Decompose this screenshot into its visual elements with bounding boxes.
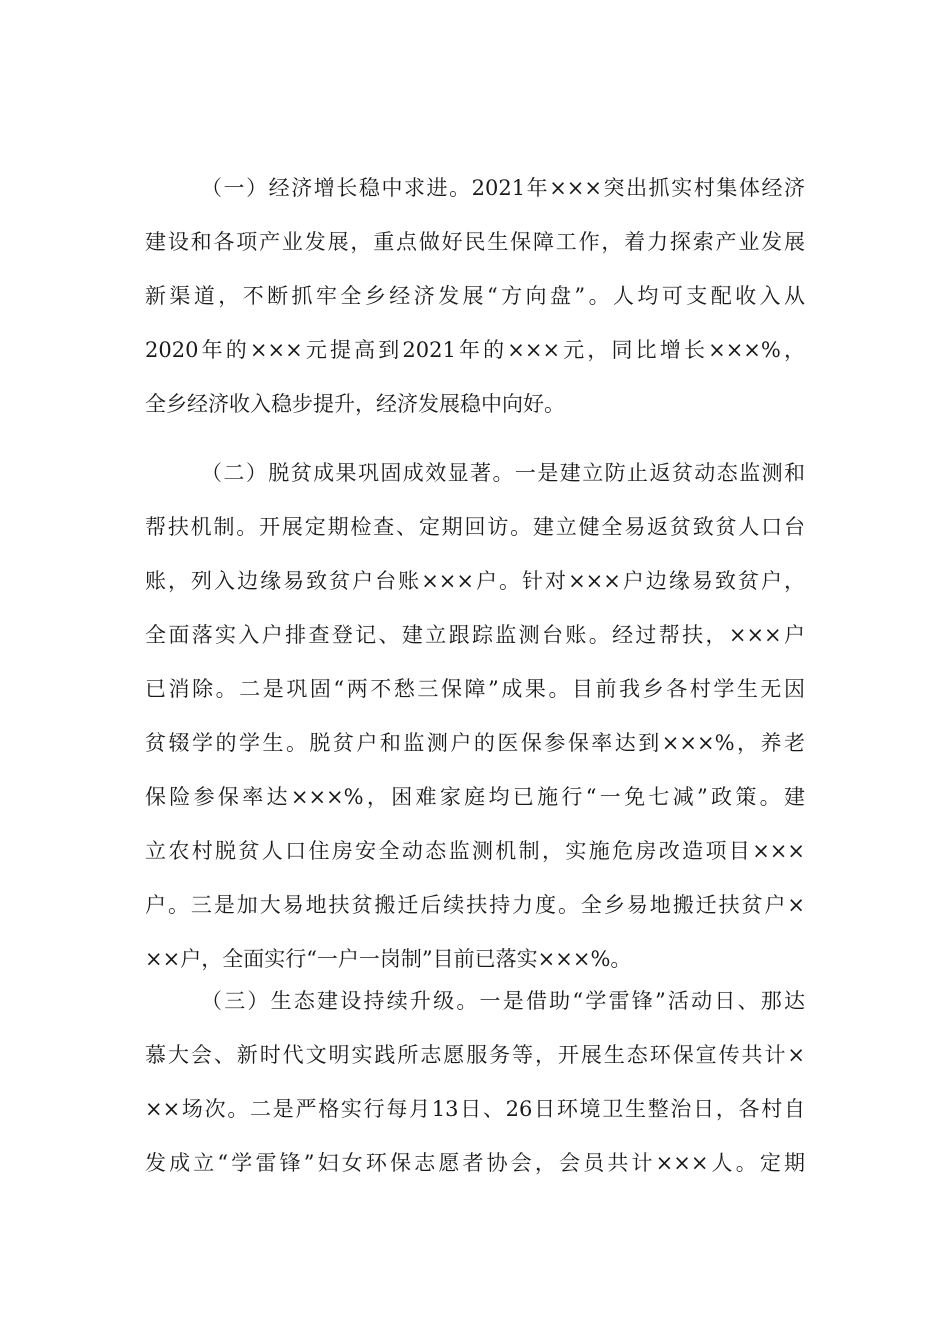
paragraph-line: 贫辍学的学生。脱贫户和监测户的医保参保率达到×××%，养老 (145, 731, 805, 755)
paragraph-line: 2020年的×××元提高到2021年的×××元，同比增长×××%， (145, 338, 805, 362)
paragraph-poverty-alleviation (145, 446, 805, 986)
paragraph-line: （一）经济增长稳中求进。2021年×××突出抓实村集体经济 (201, 176, 805, 200)
paragraph-line: 已消除。二是巩固“两不愁三保障”成果。目前我乡各村学生无因 (145, 677, 805, 701)
paragraph-line: 全乡经济收入稳步提升，经济发展稳中向好。 (145, 392, 565, 416)
paragraph-line: （二）脱贫成果巩固成效显著。一是建立防止返贫动态监测和 (201, 461, 805, 485)
paragraph-line: 保险参保率达×××%，困难家庭均已施行“一免七减”政策。建 (145, 785, 805, 809)
paragraph-economic-growth (145, 161, 805, 431)
paragraph-line: 全面落实入户排查登记、建立跟踪监测台账。经过帮扶，×××户 (145, 623, 805, 647)
paragraph-line: 慕大会、新时代文明实践所志愿服务等，开展生态环保宣传共计× (145, 1043, 805, 1067)
paragraph-line: （三）生态建设持续升级。一是借助“学雷锋”活动日、那达 (201, 989, 805, 1013)
paragraph-line: 账，列入边缘易致贫户台账×××户。针对×××户边缘易致贫户， (145, 569, 805, 593)
paragraph-line: 发成立“学雷锋”妇女环保志愿者协会，会员共计×××人。定期 (145, 1151, 805, 1175)
paragraph-line: 帮扶机制。开展定期检查、定期回访。建立健全易返贫致贫人口台 (145, 515, 805, 539)
paragraph-line: 立农村脱贫人口住房安全动态监测机制，实施危房改造项目××× (145, 839, 805, 863)
paragraph-line: ××户，全面实行“一户一岗制”目前已落实×××%。 (145, 947, 632, 971)
paragraph-line: ××场次。二是严格实行每月13日、26日环境卫生整治日，各村自 (145, 1097, 805, 1121)
paragraph-line: 新渠道，不断抓牢全乡经济发展“方向盘”。人均可支配收入从 (145, 284, 805, 308)
paragraph-ecological-construction (145, 974, 805, 1190)
paragraph-line: 建设和各项产业发展，重点做好民生保障工作，着力探索产业发展 (145, 230, 805, 254)
paragraph-line: 户。三是加大易地扶贫搬迁后续扶持力度。全乡易地搬迁扶贫户× (145, 893, 805, 917)
